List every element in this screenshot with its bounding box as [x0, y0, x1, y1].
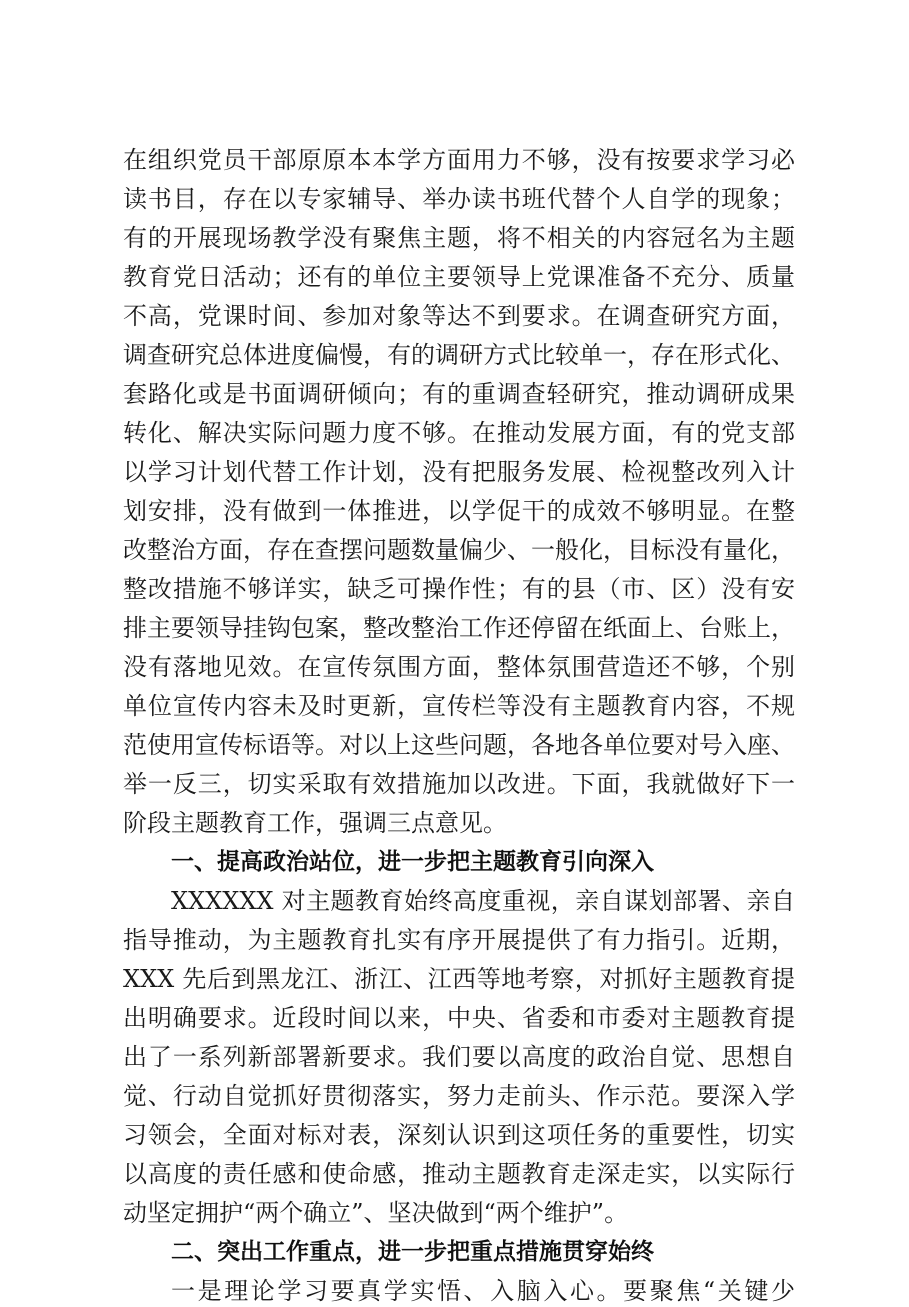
text-line: 转化、解决实际问题力度不够。在推动发展方面，有的党支部 [123, 419, 795, 447]
text-line: 在组织党员干部原原本本学方面用力不够，没有按要求学习必 [123, 146, 795, 174]
text-line: 有的开展现场教学没有聚焦主题，将不相关的内容冠名为主题 [123, 224, 795, 252]
text-line: 调查研究总体进度偏慢，有的调研方式比较单一，存在形式化、 [123, 341, 795, 369]
text-line: 划安排，没有做到一体推进，以学促干的成效不够明显。在整 [123, 497, 795, 525]
text-line: 范使用宣传标语等。对以上这些问题，各地各单位要对号入座、 [123, 731, 795, 759]
text-line: 觉、行动自觉抓好贯彻落实，努力走前头、作示范。要深入学 [123, 1082, 795, 1110]
text-line: 读书目，存在以专家辅导、举办读书班代替个人自学的现象； [123, 185, 795, 213]
text-line: 排主要领导挂钩包案，整改整治工作还停留在纸面上、台账上， [123, 614, 795, 642]
text-line: 单位宣传内容未及时更新，宣传栏等没有主题教育内容，不规 [123, 692, 795, 720]
text-line: 没有落地见效。在宣传氛围方面，整体氛围营造还不够，个别 [123, 653, 795, 681]
section-heading-1: 一、提高政治站位，进一步把主题教育引向深入 [171, 849, 654, 875]
text-line: 一是理论学习要真学实悟、入脑入心。要聚焦“关键少 [171, 1277, 795, 1305]
text-line: 不高，党课时间、参加对象等达不到要求。在调查研究方面， [123, 302, 795, 330]
text-line: 改整治方面，存在查摆问题数量偏少、一般化，目标没有量化， [123, 536, 795, 564]
text-line: 出了一系列新部署新要求。我们要以高度的政治自觉、思想自 [123, 1043, 795, 1071]
text-line: 出明确要求。近段时间以来，中央、省委和市委对主题教育提 [123, 1004, 795, 1032]
text-line: 教育党日活动；还有的单位主要领导上党课准备不充分、质量 [123, 263, 795, 291]
text-line: XXXXXX 对主题教育始终高度重视，亲自谋划部署、亲自 [171, 887, 795, 915]
text-line: 阶段主题教育工作，强调三点意见。 [123, 809, 507, 837]
text-line: 整改措施不够详实，缺乏可操作性；有的县（市、区）没有安 [123, 575, 795, 603]
text-line: 习领会，全面对标对表，深刻认识到这项任务的重要性，切实 [123, 1121, 795, 1149]
section-heading-2: 二、突出工作重点，进一步把重点措施贯穿始终 [171, 1239, 654, 1265]
text-line: 以学习计划代替工作计划，没有把服务发展、检视整改列入计 [123, 458, 795, 486]
text-line: 以高度的责任感和使命感，推动主题教育走深走实，以实际行 [123, 1160, 795, 1188]
text-line: 指导推动，为主题教育扎实有序开展提供了有力指引。近期， [123, 926, 795, 954]
text-line: 动坚定拥护“两个确立”、坚决做到“两个维护”。 [123, 1199, 629, 1227]
text-line: 举一反三，切实采取有效措施加以改进。下面，我就做好下一 [123, 770, 795, 798]
text-line: XXX 先后到黑龙江、浙江、江西等地考察，对抓好主题教育提 [123, 965, 795, 993]
text-line: 套路化或是书面调研倾向；有的重调查轻研究，推动调研成果 [123, 380, 795, 408]
